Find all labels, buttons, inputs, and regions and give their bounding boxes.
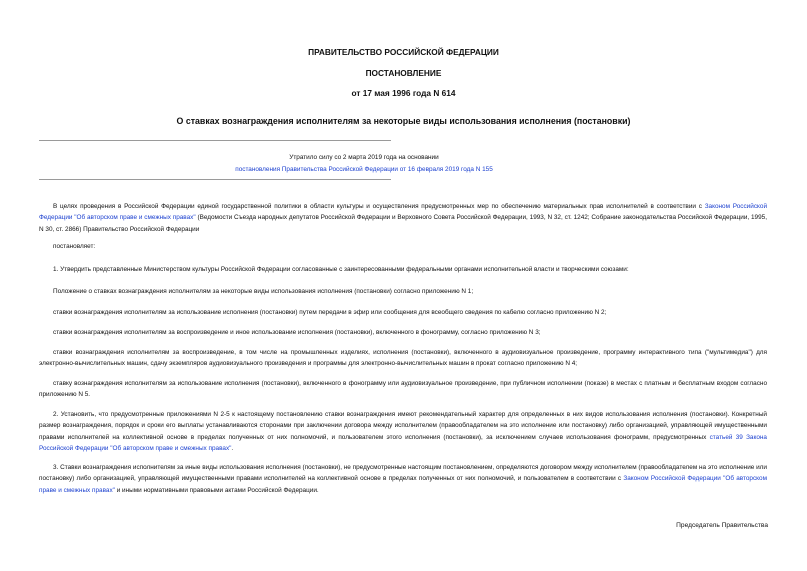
document-type: ПОСТАНОВЛЕНИЕ <box>365 68 442 78</box>
repeal-notice <box>120 152 608 176</box>
document-title: О ставках вознаграждения исполнителям за некоторые виды использования исполнения (постановки) <box>176 116 631 126</box>
item-1-appendix-1: Положение о ставках вознаграждения исполнителям за некоторые виды использования исполнения (постановки) согласно приложению N 1; <box>53 288 474 295</box>
item-1: 1. Утвердить представленные Министерством культуры Российской Федерации согласованные с заинтересованными федеральными органами исполнительной власти и творческими союзами: <box>53 266 629 273</box>
article-39-link[interactable]: статьей 39 Закона Российской Федерации "Об авторском праве и смежных правах" <box>39 433 767 453</box>
signature-line: Председатель Правительства <box>676 522 768 529</box>
item-3: 3. Ставки вознаграждения исполнителям за иные виды использования исполнения (постановки), не предусмотренные настоящим постановлением, определяются договором между исполнителем (правообладателем на это исполнение или постановку) либо организацией, управляющей имущественными правами исполнителей на коллективной основе в пределах полученных от них полномочий, и пользователем в соответствии с Законом Российской Федерации "Об авторском праве и смежных правах" и иными нормативными правовыми актами Российской Федерации. <box>39 464 767 494</box>
item-1-appendix-3: ставки вознаграждения исполнителям за воспроизведение и иное использование исполнения (постановки), включенного в фонограмму, согласно приложению N 3; <box>53 329 541 336</box>
law-link-2[interactable]: Законом Российской Федерации "Об авторском праве и смежных правах" <box>39 475 767 494</box>
document-date-number: от 17 мая 1996 года N 614 <box>351 88 456 98</box>
divider-bottom <box>39 179 391 180</box>
law-link[interactable]: Законом Российской Федерации "Об авторском праве и смежных правах" <box>39 203 768 222</box>
item-1-appendix-4: ставки вознаграждения исполнителям за воспроизведение, в том числе на промышленных изделиях, исполнения (постановки), включенного в аудиовизуальное произведение, программу интерактивного типа ("мультимедиа") для электронно-вычислительных машин, сдачу экземпляров аудиовизуального произведения и программы для электронно-вычислительных машин в прокат согласно приложению N 4; <box>39 349 767 368</box>
repeal-notice-link[interactable]: постановления Правительства Российской Федерации от 16 февраля 2019 года N 155 <box>235 166 493 173</box>
item-1-appendix-2: ставки вознаграждения исполнителям за использование исполнения (постановки) путем передачи в эфир или сообщения для всеобщего сведения по кабелю согласно приложению N 2; <box>53 309 607 316</box>
item-2: 2. Установить, что предусмотренные приложениями N 2-5 к настоящему постановлению ставки вознаграждения имеют рекомендательный характер для определенных в них видов использования исполнения (постановки). Конкретный размер вознаграждения, порядок и сроки его выплаты устанавливаются сторонами при заключении договора между исполнителем (правообладателем на это исполнение или постановку) либо организацией, управляющей имущественными правами исполнителей на коллективной основе в пределах полученных от них полномочий, и пользователем этого исполнения (постановки), за исключением случаев использования фонограмм, предусмотренных статьей 39 Закона Российской Федерации "Об авторском праве и смежных правах". <box>39 411 767 453</box>
intro-paragraph: В целях проведения в Российской Федерации единой государственной политики в области культуры и осуществления предусмотренных мер по обеспечению материальных прав исполнителей в соответствии с Законом Российской Федерации "Об авторском праве и смежных правах" (Ведомости Съезда народных депутатов Российской Федерации и Верховного Совета Российской Федерации, 1993, N 32, ст. 1242; Собрание законодательства Российской Федерации, 1995, N 30, ст. 2866) Правительство Российской Федерации <box>39 203 768 233</box>
resolves-paragraph: постановляет: <box>53 243 96 250</box>
repeal-notice-text: Утратило силу со 2 марта 2019 года на основании <box>289 154 439 161</box>
item-1-appendix-5: ставку вознаграждения исполнителям за использование исполнения (постановки), включенного в фонограмму или аудиовизуальное произведение, при публичном исполнении (показе) в местах с платным и бесплатным входом согласно приложению N 5. <box>39 380 767 399</box>
divider-top <box>39 140 391 141</box>
government-heading: ПРАВИТЕЛЬСТВО РОССИЙСКОЙ ФЕДЕРАЦИИ <box>308 47 499 57</box>
